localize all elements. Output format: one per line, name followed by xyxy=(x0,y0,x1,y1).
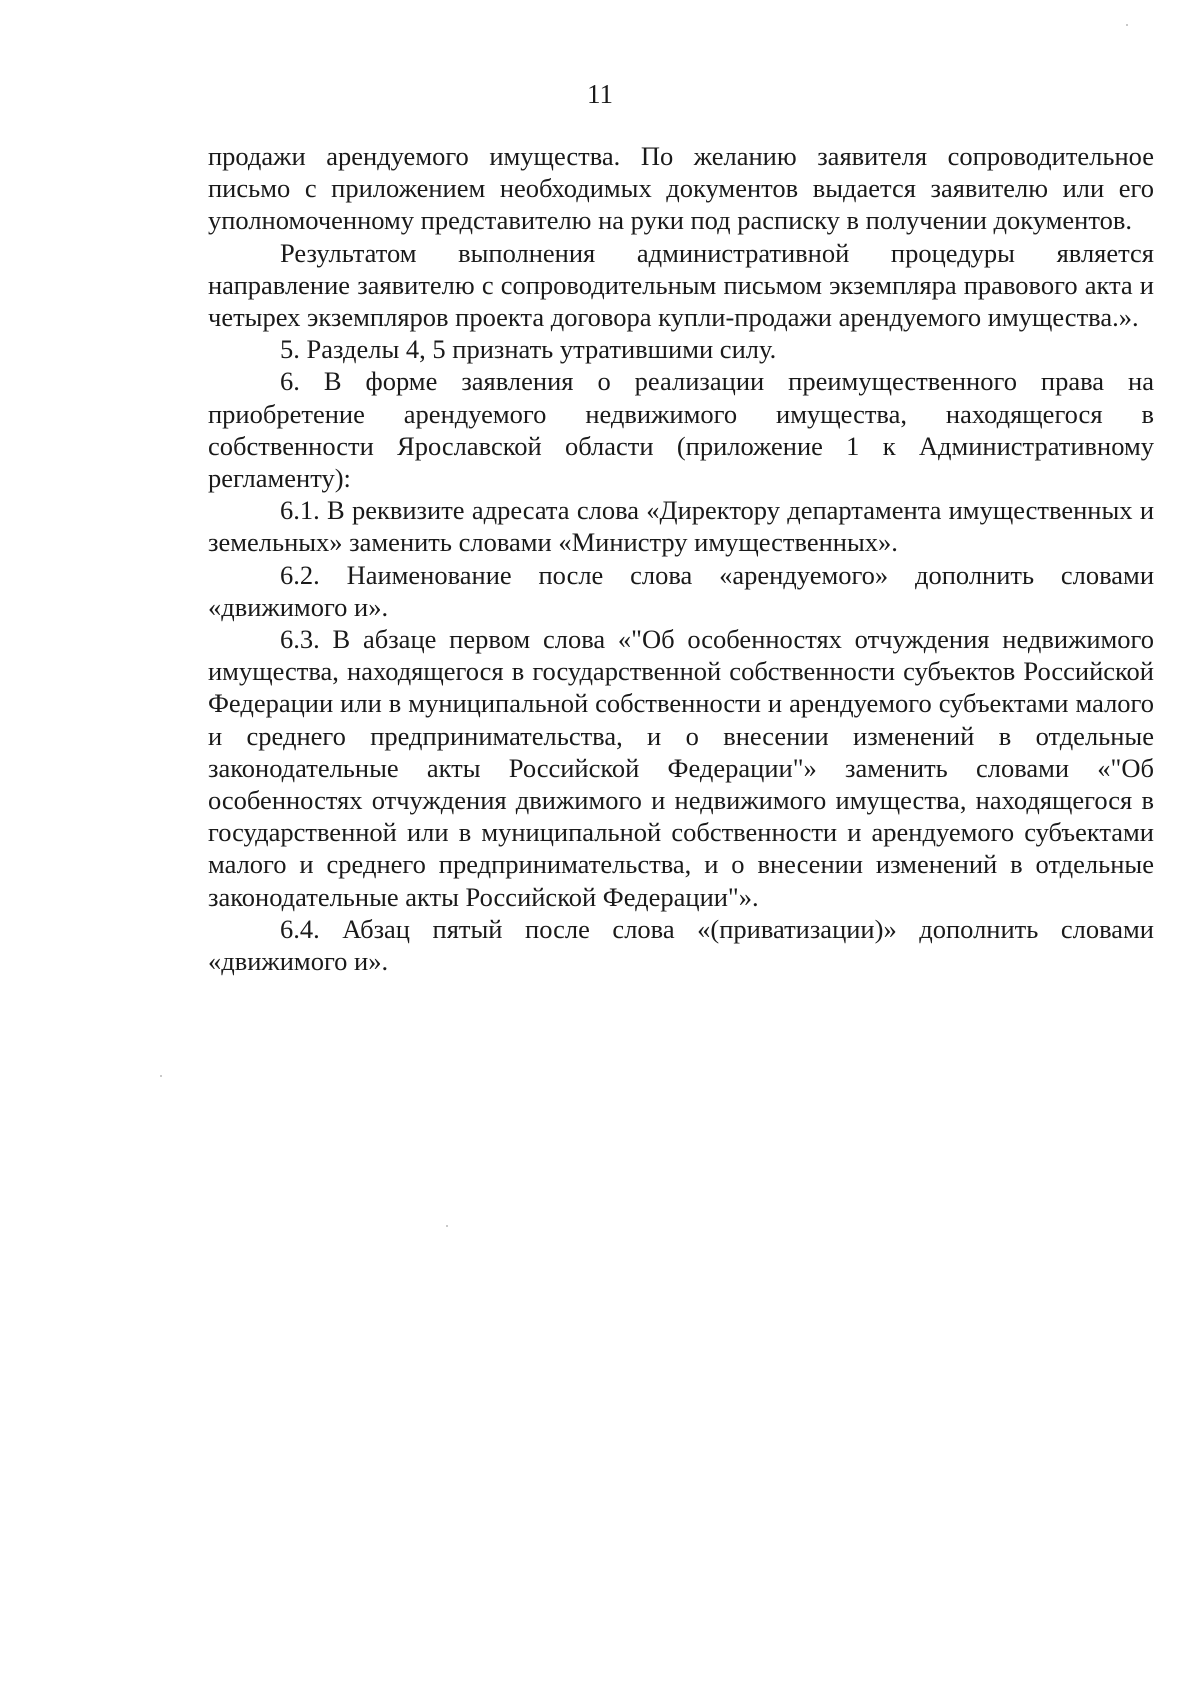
paragraph-procedure-result: Результатом выполнения административной процедуры является направление заявителю с сопроводительным письмом экземпляра правового акта и четырех экземпляров проекта договора купли-продажи арендуемого имущества.». xyxy=(208,237,1154,333)
document-body xyxy=(208,140,1154,977)
scan-speck xyxy=(1126,24,1128,26)
paragraph-item-6-4: 6.4. Абзац пятый после слова «(приватизации)» дополнить словами «движимого и». xyxy=(208,913,1154,977)
paragraph-item-6-2: 6.2. Наименование после слова «арендуемого» дополнить словами «движимого и». xyxy=(208,559,1154,622)
paragraph-continuation: продажи арендуемого имущества. По желанию заявителя сопроводительное письмо с приложением необходимых документов выдается заявителю или его уполномоченному представителю на руки под расписку в получении документов. xyxy=(208,141,1154,236)
scan-speck xyxy=(446,1225,448,1227)
scan-speck xyxy=(160,1075,162,1077)
paragraph-item-6-3: 6.3. В абзаце первом слова «"Об особенностях отчуждения недвижимого имущества, находящегося в государственной собственности субъектов Российской Федерации или в муниципальной собственности и арендуемого субъектами малого и среднего предпринимательства, и о внесении изменений в отдельные законодательные акты Российской Федерации"» заменить словами «"Об особенностях отчуждения движимого и недвижимого имущества, находящегося в государственной или в муниципальной собственности и арендуемого субъектами малого и среднего предпринимательства, и о внесении изменений в отдельные законодательные акты Российской Федерации"». xyxy=(208,624,1154,912)
paragraph-item-6: 6. В форме заявления о реализации преимущественного права на приобретение арендуемого недвижимого имущества, находящегося в собственности Ярославской области (приложение 1 к Административному регламенту): xyxy=(208,366,1154,494)
paragraph-item-5: 5. Разделы 4, 5 признать утратившими силу. xyxy=(280,334,777,365)
page-number: 11 xyxy=(587,79,613,109)
paragraph-item-6-1: 6.1. В реквизите адресата слова «Директору департамента имущественных и земельных» заменить словами «Министру имущественных». xyxy=(208,495,1154,558)
